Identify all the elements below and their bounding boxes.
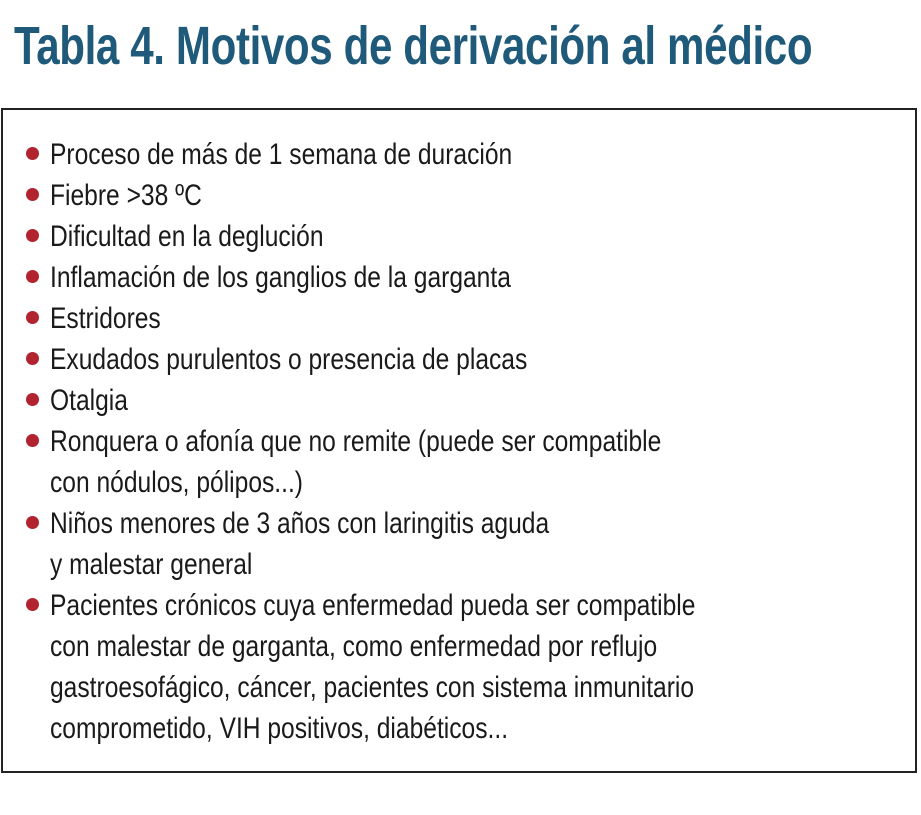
list-item-line: Ronquera o afonía que no remite (puede ser compatible: [50, 425, 662, 458]
bullet-icon: [26, 188, 39, 201]
bullet-icon: [26, 229, 39, 242]
list-item-line: con nódulos, pólipos...): [50, 466, 303, 499]
bullet-icon: [26, 270, 39, 283]
bullet-icon: [26, 598, 39, 611]
list-item-text: [50, 175, 202, 216]
list-item: [24, 503, 837, 585]
table-title: Tabla 4. Motivos de derivación al médico: [14, 16, 813, 76]
list-item: [24, 216, 837, 257]
list-item: [24, 134, 837, 175]
list-item-text: [50, 503, 549, 585]
list-item-line: y malestar general: [50, 548, 253, 581]
list-item-line: Inflamación de los ganglios de la garganta: [50, 261, 511, 294]
bullet-icon: [26, 147, 39, 160]
list-item-text: [50, 380, 128, 421]
list-item: [24, 380, 837, 421]
bullet-icon: [26, 516, 39, 529]
list-item-text: [50, 339, 527, 380]
list-item: [24, 298, 837, 339]
list-item-line: Estridores: [50, 302, 161, 335]
list-item-text: [50, 216, 324, 257]
referral-reasons-list: [24, 134, 837, 749]
list-item-line: Otalgia: [50, 384, 128, 417]
list-item-line: Proceso de más de 1 semana de duración: [50, 138, 513, 171]
list-item: [24, 257, 837, 298]
list-item-line: Exudados purulentos o presencia de placas: [50, 343, 528, 376]
list-item-line: con malestar de garganta, como enfermedad por reflujo: [50, 630, 658, 663]
bullet-icon: [26, 311, 39, 324]
list-item-text: [50, 585, 695, 749]
list-item-text: [50, 298, 161, 339]
list-item-text: [50, 257, 511, 298]
list-item: [24, 175, 837, 216]
list-item: [24, 585, 837, 749]
list-item-line: Niños menores de 3 años con laringitis aguda: [50, 507, 550, 540]
list-item-line: gastroesofágico, cáncer, pacientes con sistema inmunitario: [50, 671, 695, 704]
list-item-line: Dificultad en la deglución: [50, 220, 324, 253]
bullet-icon: [26, 434, 39, 447]
bullet-icon: [26, 352, 39, 365]
list-item-text: [50, 421, 661, 503]
bullet-icon: [26, 393, 39, 406]
list-item: [24, 339, 837, 380]
list-item-text: [50, 134, 512, 175]
list-item-line: comprometido, VIH positivos, diabéticos...: [50, 712, 509, 745]
list-item: [24, 421, 837, 503]
list-item-line: Pacientes crónicos cuya enfermedad pueda ser compatible: [50, 589, 696, 622]
list-item-line: Fiebre >38 ºC: [50, 179, 202, 212]
